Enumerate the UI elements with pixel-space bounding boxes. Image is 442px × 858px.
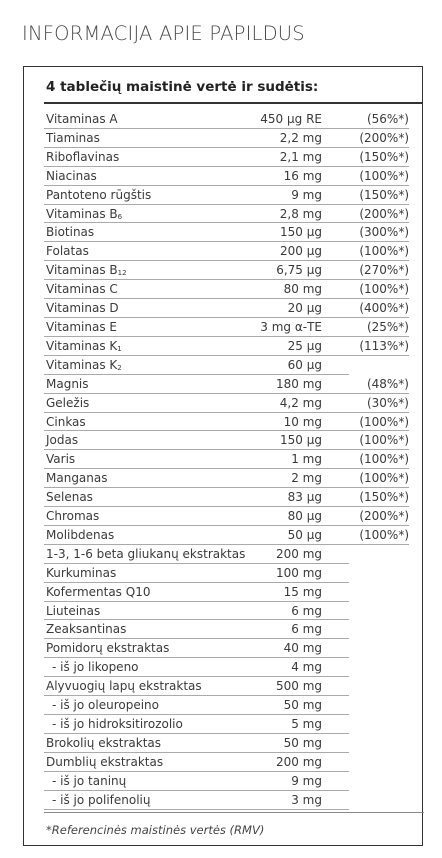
nutrient-amount: 6 mg [291, 622, 322, 637]
nutrient-rmv-percent: (100%*) [359, 244, 409, 259]
footnote-divider [44, 812, 424, 813]
nutrient-amount: 5 mg [291, 717, 322, 731]
nutrient-name-text: Vitaminas K [46, 357, 118, 372]
table-row [24, 223, 422, 242]
nutrient-amount: 6,75 µg [276, 263, 322, 278]
nutrient-amount: 83 µg [287, 490, 322, 505]
table-row [24, 110, 422, 129]
nutrient-name [46, 431, 78, 449]
table-heading: 4 tablečių maistinė vertė ir sudėtis: [46, 79, 319, 95]
nutrient-name [46, 469, 108, 487]
nutrient-name-text: Jodas [46, 433, 79, 448]
nutrient-name-subscript: 1 [117, 344, 122, 353]
nutrient-name-text: Zeaksantinas [46, 622, 127, 637]
nutrient-amount: 2 mg [291, 471, 322, 486]
table-row [24, 639, 422, 658]
table-row [24, 394, 422, 413]
nutrient-rmv-percent: (56%*) [366, 112, 409, 126]
nutrient-amount: 100 mg [275, 565, 322, 580]
nutrient-name [46, 129, 100, 147]
table-row [24, 620, 422, 639]
nutrient-amount: 4,2 mg [279, 395, 322, 410]
nutrient-name [46, 280, 118, 298]
nutrient-name [46, 734, 161, 752]
nutrient-name-text: Dumblių ekstraktas [46, 754, 164, 769]
table-rows [24, 110, 422, 810]
nutrient-rmv-percent: (150%*) [359, 490, 409, 505]
nutrient-rmv-percent: (300%*) [359, 225, 409, 240]
nutrient-rmv-percent: (200%*) [359, 130, 409, 145]
table-row [24, 791, 422, 810]
table-row [24, 734, 422, 753]
nutrient-name-text: Vitaminas K [46, 338, 118, 353]
nutrient-name [46, 186, 151, 204]
nutrient-name-text: Kofermentas Q10 [46, 584, 151, 599]
nutrient-rmv-percent: (150%*) [359, 187, 409, 202]
nutrient-amount: 6 mg [291, 603, 322, 618]
nutrient-name [46, 564, 116, 582]
table-row [24, 564, 422, 583]
table-row [24, 469, 422, 488]
table-row [24, 129, 422, 148]
nutrient-name-text: Folatas [46, 244, 89, 259]
nutrient-name-text: Varis [46, 452, 76, 467]
nutrient-name-text: Alyvuogių lapų ekstraktas [46, 679, 202, 694]
nutrient-name-text: Cinkas [46, 414, 86, 429]
nutrient-name-text: - iš jo hidroksitirozolio [52, 717, 183, 731]
nutrient-rmv-percent: (100%*) [359, 282, 409, 297]
nutrient-name [46, 394, 89, 412]
nutrient-name-text: 1-3, 1-6 beta gliukanų ekstraktas [46, 546, 246, 561]
table-row [24, 488, 422, 507]
nutrient-amount: 50 µg [287, 527, 322, 542]
nutrient-name [46, 110, 118, 128]
nutrient-rmv-percent: (100%*) [359, 527, 409, 542]
table-row [24, 299, 422, 318]
nutrient-name [46, 261, 127, 282]
nutrient-name-text: Kurkuminas [46, 565, 117, 580]
table-row [24, 318, 422, 337]
table-row [24, 167, 422, 186]
nutrient-name [46, 318, 117, 336]
nutrient-name [46, 639, 169, 657]
nutrient-amount: 9 mg [291, 187, 322, 202]
nutrient-amount: 450 µg RE [260, 112, 322, 126]
nutrient-amount: 9 mg [291, 773, 322, 788]
nutrient-amount: 4 mg [291, 660, 322, 675]
nutrient-amount: 200 mg [275, 754, 322, 769]
nutrient-name [46, 375, 89, 393]
nutrient-amount: 3 mg α-TE [260, 319, 322, 334]
nutrient-name [46, 167, 97, 185]
nutrient-amount: 40 mg [283, 641, 322, 656]
nutrient-rmv-percent: (150%*) [359, 149, 409, 164]
nutrient-name [52, 715, 183, 733]
nutrient-rmv-percent: (48%*) [366, 376, 409, 391]
table-row [24, 753, 422, 772]
table-row [24, 261, 422, 280]
nutrient-name [46, 583, 150, 601]
nutrient-amount: 200 mg [275, 546, 322, 561]
nutrient-name-text: Pomidorų ekstraktas [46, 641, 170, 656]
nutrient-amount: 150 µg [280, 225, 322, 240]
nutrient-rmv-percent: (30%*) [366, 395, 409, 410]
nutrient-name-text: - iš jo oleuropeino [52, 698, 159, 713]
nutrition-table [23, 66, 423, 846]
nutrient-amount: 200 µg [280, 244, 322, 259]
nutrient-name-text: Niacinas [46, 168, 97, 183]
nutrient-name-text: Vitaminas D [46, 301, 119, 316]
table-row [24, 337, 422, 356]
nutrient-rmv-percent: (100%*) [359, 433, 409, 448]
nutrient-name [46, 413, 86, 431]
nutrient-amount: 10 mg [283, 414, 322, 429]
nutrient-amount: 1 mg [291, 452, 322, 467]
nutrient-rmv-percent: (200%*) [359, 509, 409, 524]
nutrient-name [46, 337, 122, 358]
nutrient-name [46, 507, 99, 525]
nutrient-name [46, 677, 202, 695]
nutrient-name-text: Pantoteno rūgštis [46, 187, 152, 202]
nutrient-name [46, 620, 126, 638]
nutrient-amount: 3 mg [291, 792, 322, 807]
nutrient-amount: 60 µg [287, 357, 322, 372]
nutrient-name-text: Vitaminas A [46, 112, 118, 126]
nutrient-name-text: Vitaminas B [46, 263, 118, 278]
table-row [24, 715, 422, 734]
nutrient-amount: 180 mg [275, 376, 322, 391]
nutrient-name [46, 753, 163, 771]
nutrient-name-text: - iš jo polifenolių [52, 792, 151, 807]
nutrient-rmv-percent: (25%*) [366, 319, 409, 334]
nutrient-name-text: Vitaminas B [46, 206, 118, 221]
footnote: *Referencinės maistinės vertės (RMV) [46, 823, 265, 837]
nutrient-name-text: - iš jo taninų [52, 773, 127, 788]
nutrient-name-text: Geležis [46, 395, 90, 410]
nutrient-amount: 20 µg [287, 301, 322, 316]
nutrient-name-text: Vitaminas E [46, 319, 117, 334]
nutrient-name-text: Tiaminas [46, 130, 100, 145]
nutrient-name [46, 450, 75, 468]
nutrient-name-text: Magnis [46, 376, 89, 391]
nutrient-amount: 50 mg [283, 698, 322, 713]
nutrient-name-text: Manganas [46, 471, 108, 486]
table-row [24, 242, 422, 261]
nutrient-name [52, 791, 151, 809]
nutrient-rmv-percent: (100%*) [359, 168, 409, 183]
nutrient-name [46, 205, 122, 226]
table-row [24, 280, 422, 299]
nutrient-name [46, 356, 122, 377]
nutrient-rmv-percent: (100%*) [359, 452, 409, 467]
nutrient-name-subscript: 12 [117, 269, 127, 278]
nutrient-name [46, 545, 245, 563]
nutrient-amount: 80 µg [287, 509, 322, 524]
table-row [24, 507, 422, 526]
nutrient-name-text: Selenas [46, 490, 93, 505]
table-row [24, 431, 422, 450]
nutrient-name [52, 772, 126, 790]
nutrient-name-subscript: 2 [117, 363, 122, 372]
nutrient-amount: 2,1 mg [279, 149, 322, 164]
table-row [24, 772, 422, 791]
nutrient-amount: 50 mg [283, 735, 322, 750]
nutrient-name [46, 242, 89, 260]
table-row [24, 602, 422, 621]
nutrient-name-text: - iš jo likopeno [52, 660, 139, 675]
nutrient-name [52, 658, 139, 676]
nutrient-name-text: Brokolių ekstraktas [46, 735, 162, 750]
nutrient-amount: 15 mg [283, 584, 322, 599]
nutrient-name [46, 223, 94, 241]
nutrient-name-text: Vitaminas C [46, 282, 118, 297]
nutrient-name [46, 488, 93, 506]
nutrient-amount: 16 mg [283, 168, 322, 183]
nutrient-amount: 150 µg [280, 433, 322, 448]
table-row [24, 186, 422, 205]
table-row [24, 696, 422, 715]
nutrient-name [52, 696, 159, 714]
table-row [24, 545, 422, 564]
nutrient-name-text: Riboflavinas [46, 149, 120, 164]
table-row [24, 205, 422, 224]
table-row [24, 526, 422, 545]
table-row [24, 450, 422, 469]
nutrient-name-text: Molibdenas [46, 527, 115, 542]
nutrient-name-subscript: 6 [117, 212, 123, 221]
page-title: INFORMACIJA APIE PAPILDUS [22, 22, 305, 45]
table-row [24, 375, 422, 394]
nutrient-amount: 25 µg [287, 338, 322, 353]
table-row [24, 677, 422, 696]
table-row [24, 148, 422, 167]
nutrient-amount: 2,8 mg [279, 206, 322, 221]
heading-divider [44, 102, 423, 104]
nutrient-name-text: Biotinas [46, 225, 95, 240]
nutrient-rmv-percent: (400%*) [359, 301, 409, 316]
nutrient-amount: 500 mg [275, 679, 322, 694]
table-row [24, 658, 422, 677]
nutrient-name-text: Liuteinas [46, 603, 101, 618]
table-row [24, 413, 422, 432]
nutrient-name [46, 526, 114, 544]
nutrient-amount: 80 mg [283, 282, 322, 297]
nutrient-name [46, 602, 100, 620]
nutrient-rmv-percent: (100%*) [359, 471, 409, 486]
nutrient-rmv-percent: (113%*) [359, 338, 409, 353]
nutrient-name [46, 299, 119, 317]
nutrient-name-text: Chromas [46, 509, 100, 524]
table-row [24, 356, 422, 375]
nutrient-rmv-percent: (100%*) [359, 414, 409, 429]
table-row [24, 583, 422, 602]
nutrient-rmv-percent: (200%*) [359, 206, 409, 221]
nutrient-amount: 2,2 mg [279, 130, 322, 145]
nutrient-rmv-percent: (270%*) [359, 263, 409, 278]
nutrient-name [46, 148, 119, 166]
